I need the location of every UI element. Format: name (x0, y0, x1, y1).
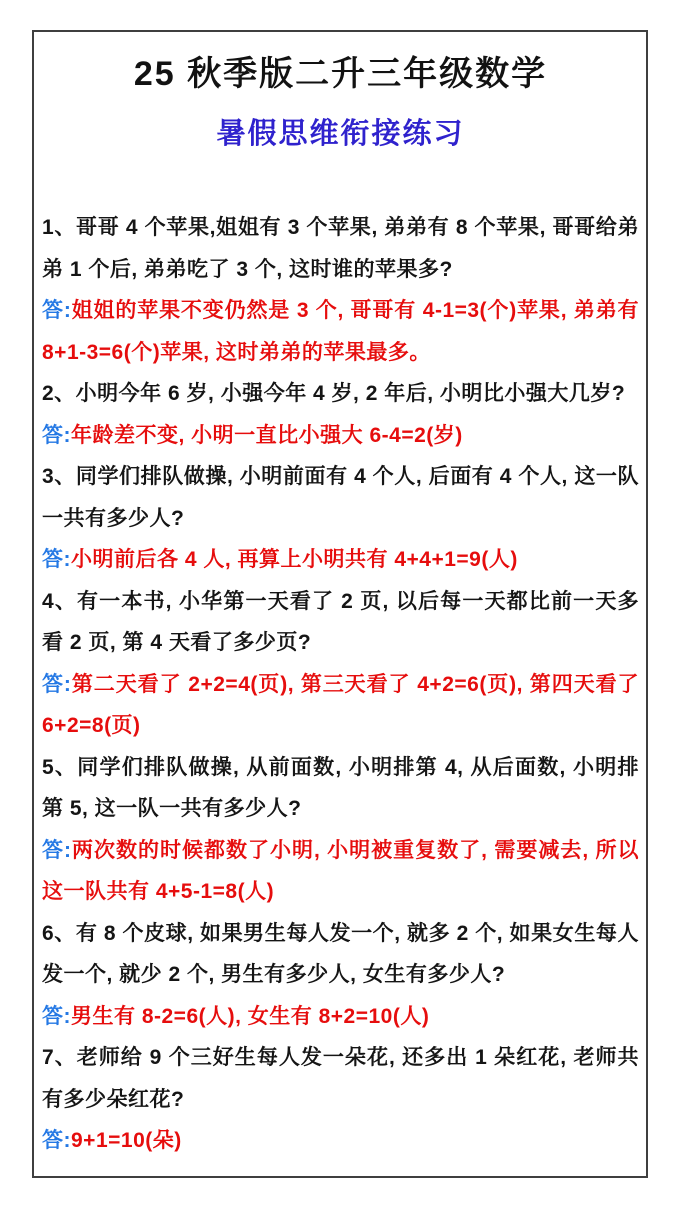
page-title: 25 秋季版二升三年级数学 (133, 55, 548, 93)
page-subtitle: 暑假思维衔接练习 (216, 118, 465, 150)
question-5: 5、同学们排队做操, 从前面数, 小明排第 4, 从后面数, 小明排第 5, 这一队一共有多少人? (42, 755, 639, 820)
answer-1-body: 姐姐的苹果不变仍然是 3 个, 哥哥有 4-1=3(个)苹果, 弟弟有 8+1-3=6(个)苹果, 这时弟弟的苹果最多。 (42, 299, 639, 364)
answer-2-prefix: 答: (42, 423, 71, 447)
question-6: 6、有 8 个皮球, 如果男生每人发一个, 就多 2 个, 如果女生每人发一个, 就少 2 个, 男生有多少人, 女生有多少人? (42, 921, 639, 986)
answer-7 (42, 1120, 639, 1162)
answer-3 (42, 539, 639, 581)
answer-2 (42, 415, 639, 457)
answer-6-body: 男生有 8-2=6(人), 女生有 8+2=10(人) (71, 1004, 430, 1028)
answer-3-prefix: 答: (42, 548, 71, 571)
question-1: 1、哥哥 4 个苹果,姐姐有 3 个苹果, 弟弟有 8 个苹果, 哥哥给弟弟 1 个后, 弟弟吃了 3 个, 这时谁的苹果多? (42, 216, 639, 281)
question-7: 7、老师给 9 个三好生每人发一朵花, 还多出 1 朵红花, 老师共有多少朵红花? (42, 1046, 639, 1111)
answer-4-body: 第二天看了 2+2=4(页), 第三天看了 4+2=6(页), 第四天看了 6+2=8(页) (42, 672, 640, 737)
answer-5-body: 两次数的时候都数了小明, 小明被重复数了, 需要减去, 所以这一队共有 4+5-1=8(人) (42, 838, 639, 903)
answer-1 (42, 290, 639, 373)
worksheet-page (32, 30, 648, 1178)
answer-5-prefix: 答: (42, 838, 72, 862)
answer-5 (42, 830, 639, 913)
problems-list (42, 207, 639, 1162)
answer-3-body: 小明前后各 4 人, 再算上小明共有 4+4+1=9(人) (71, 548, 518, 571)
answer-7-prefix: 答: (42, 1129, 71, 1152)
answer-6-prefix: 答: (42, 1004, 71, 1028)
answer-1-prefix: 答: (42, 299, 72, 322)
answer-7-body: 9+1=10(朵) (71, 1129, 182, 1152)
answer-6 (42, 996, 639, 1038)
question-4: 4、有一本书, 小华第一天看了 2 页, 以后每一天都比前一天多看 2 页, 第 4 天看了多少页? (42, 589, 639, 654)
answer-2-body: 年龄差不变, 小明一直比小强大 6-4=2(岁) (71, 423, 463, 447)
question-3: 3、同学们排队做操, 小明前面有 4 个人, 后面有 4 个人, 这一队一共有多少人? (42, 465, 639, 530)
answer-4 (42, 664, 639, 747)
answer-4-prefix: 答: (42, 672, 72, 696)
question-2: 2、小明今年 6 岁, 小强今年 4 岁, 2 年后, 小明比小强大几岁? (42, 382, 626, 405)
